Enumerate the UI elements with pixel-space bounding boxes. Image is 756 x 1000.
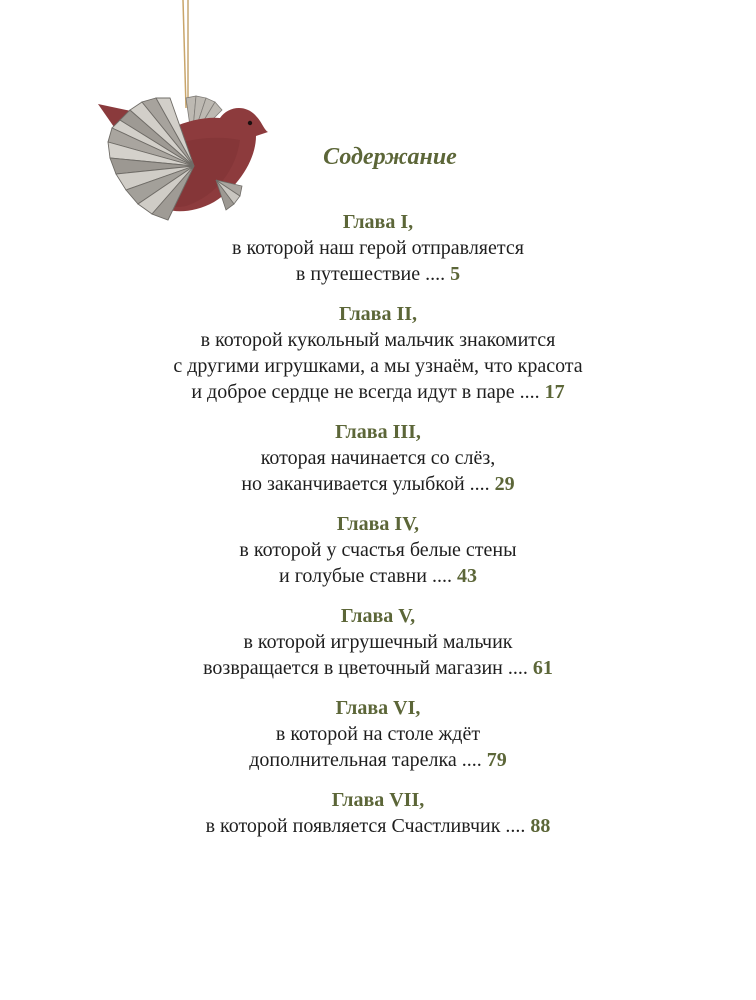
chapter-line: которая начинается со слёз, [260,447,496,469]
chapter-line-text: дополнительная тарелка .... [249,749,482,771]
chapter-line-text: в которой появляется Счастливчик .... [205,815,526,837]
page-number: 29 [494,473,515,495]
chapter-line: в которой наш герой отправляется [232,237,524,259]
chapter-heading: Глава II, [338,303,418,325]
toc-entry-chapter-1[interactable] [78,209,678,287]
page-number: 88 [530,815,551,837]
toc-entry-chapter-4[interactable] [78,511,678,589]
chapter-line: в которой игрушечный мальчик [243,631,513,653]
chapter-line [78,379,678,405]
table-of-contents [78,209,678,853]
page-number: 79 [486,749,507,771]
toc-entry-chapter-3[interactable] [78,419,678,497]
chapter-line-text: и доброе сердце не всегда идут в паре .... [191,381,540,403]
page-number: 17 [544,381,565,403]
chapter-heading: Глава I, [342,211,414,233]
page-number: 5 [450,263,461,285]
chapter-heading: Глава V, [340,605,416,627]
page-number: 43 [456,565,477,587]
chapter-heading: Глава III, [335,421,421,443]
chapter-line: с другими игрушками, а мы узнаём, что красота [173,355,583,377]
chapter-line [78,261,678,287]
chapter-heading: Глава IV, [336,513,420,535]
page-number: 61 [532,657,553,679]
chapter-line [78,813,678,839]
chapter-line-text: возвращается в цветочный магазин .... [203,657,528,679]
chapter-line: в которой на столе ждёт [275,723,481,745]
toc-entry-chapter-2[interactable] [78,301,678,405]
chapter-line-text: но заканчивается улыбкой .... [241,473,490,495]
chapter-line-text: и голубые ставни .... [279,565,452,587]
chapter-heading: Глава VII, [331,789,425,811]
chapter-line: в которой у счастья белые стены [239,539,517,561]
page-title: Содержание [323,144,457,170]
chapter-line [78,747,678,773]
toc-entry-chapter-5[interactable] [78,603,678,681]
toc-entry-chapter-6[interactable] [78,695,678,773]
chapter-line: в которой кукольный мальчик знакомится [200,329,556,351]
chapter-line [78,655,678,681]
chapter-line [78,563,678,589]
toc-entry-chapter-7[interactable] [78,787,678,839]
chapter-line [78,471,678,497]
chapter-line-text: в путешествие .... [295,263,446,285]
paper-bird-ornament-icon [90,0,280,240]
chapter-heading: Глава VI, [335,697,421,719]
